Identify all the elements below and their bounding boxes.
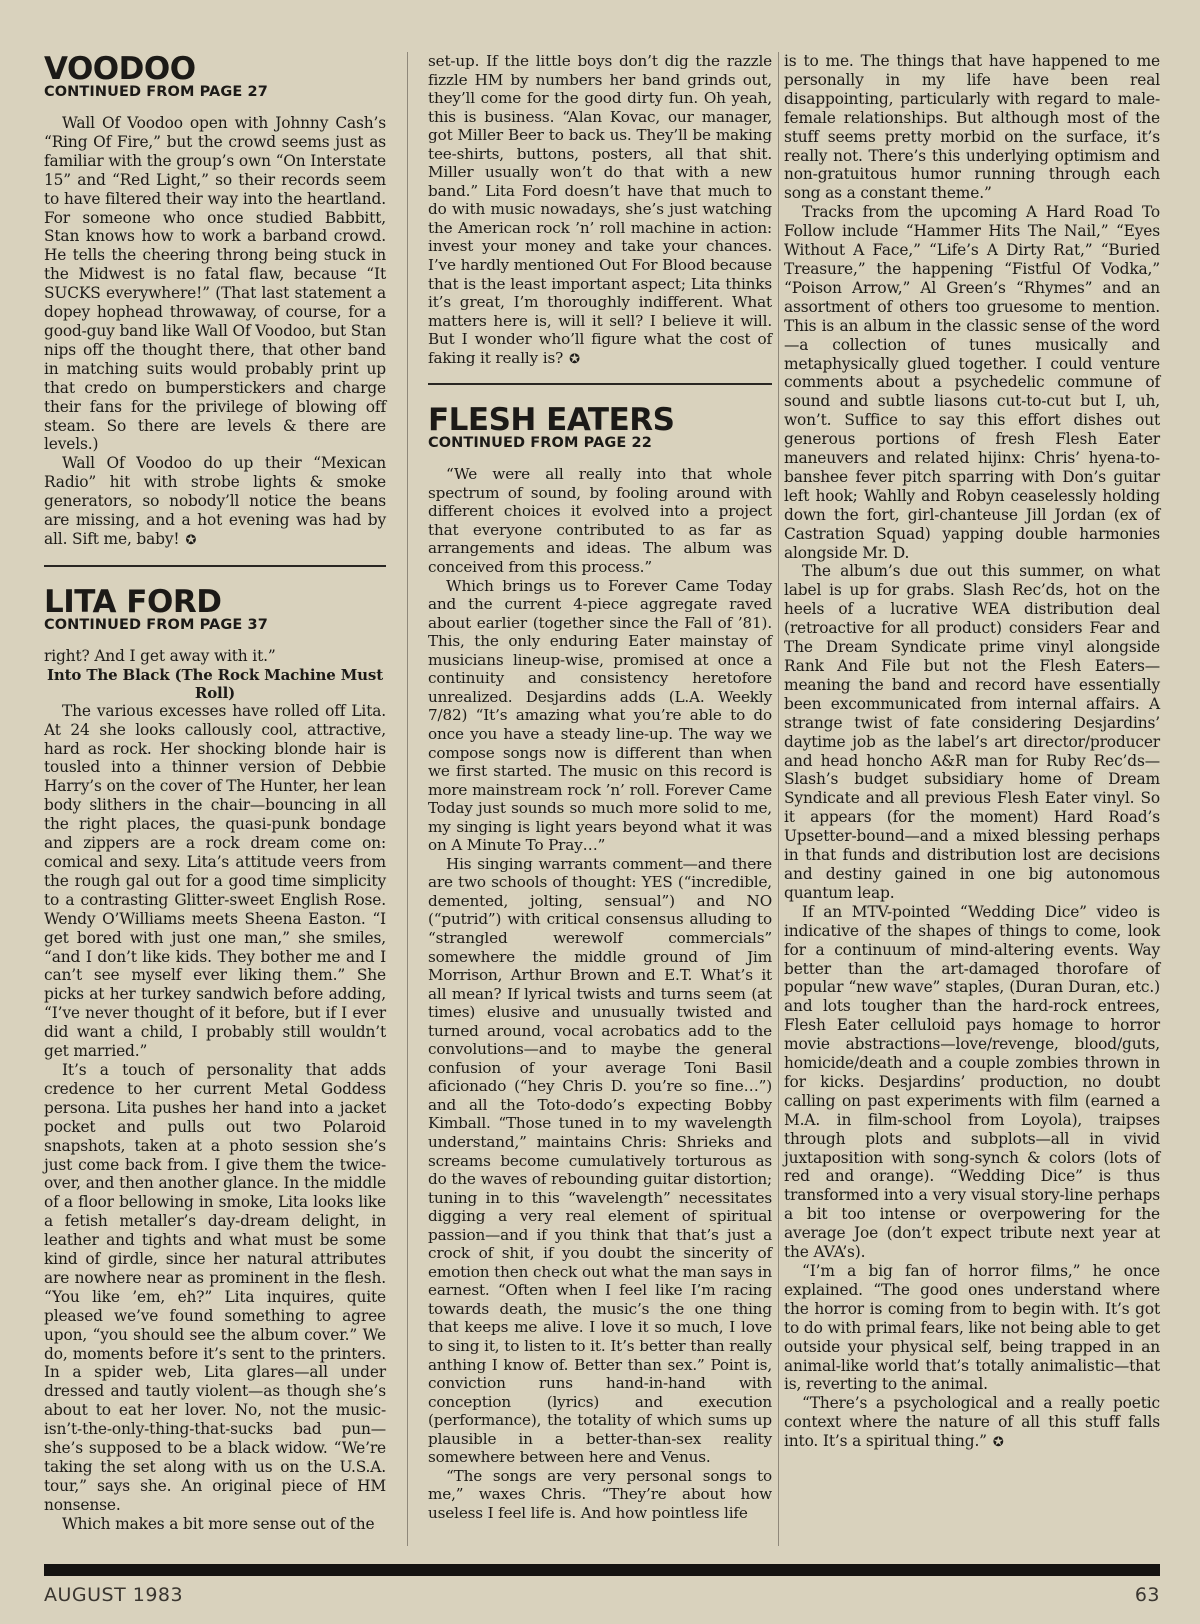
flesh-paragraph: If an MTV-pointed “Wedding Dice” video is indicative of the shapes of things to come, look for a continuum of mind-altering events. Way better than the art-damaged thorofare of popular “new wave” staples, (Duran Duran, etc.) and lots tougher than the hard-rock entrees, Flesh Eater celluloid pays homage to horror movie abstractions—love/revenge, blood/guts, homicide/death and a couple zombies thrown in for kicks. Desjardins’ production, no doubt calling on past experiments with film (earned a M.A. in film-school from Loyola), traipses through plots and subplots—all in vivid juxtaposition with song-synch & colors (lots of red and orange). “Wedding Dice” is thus transformed into a very visual story-line perhaps a bit too intense or overpowering for the average Joe (don’t expect tribute next year at the AVA’s). bbox=[784, 902, 1160, 1262]
voodoo-paragraph: Wall Of Voodoo open with Johnny Cash’s “Ring Of Fire,” but the crowd seems just as familiar with the group’s own “On Interstate 15” and “Red Light,” so their records seem to have filtered their way into the heartland. For someone who once studied Babbitt, Stan knows how to work a barband crowd. He tells the cheering throng being stuck in the Midwest is no fatal flaw, because “It SUCKS everywhere!” (That last statement a dopey hophead throwaway, of course, for a good-guy band like Wall Of Voodoo, but Stan nips off the thought there, that other band in matching suits would probably print up that credo on bumperstickers and charge their fans for the privilege of blowing off steam. So there are levels & there are levels.) bbox=[44, 114, 386, 454]
voodoo-headline: VOODOO bbox=[44, 51, 196, 87]
voodoo-continued: CONTINUED FROM PAGE 27 bbox=[44, 84, 268, 100]
flesh-paragraph: The album’s due out this summer, on what label is up for grabs. Slash Rec’ds, hot on the heels of a lucrative WEA distribution deal (retroactive for all product) considers Fear and The Dream Syndicate prime vinyl alongside Rank And File but not the Flesh Eaters—meaning the band and record have essentially been excommunicated from internal affairs. A strange twist of fate considering Desjardins’ daytime job as the label’s art director/producer and head honcho A&R man for Ruby Rec’ds—Slash’s budget subsidiary home of Dream Syndicate and all previous Flesh Eater vinyl. So it appears (for the moment) Hard Road’s Upsetter-bound—and a mixed blessing perhaps in that funds and distribution lost are decisions and destiny gained in one big autonomous quantum leap. bbox=[784, 562, 1160, 902]
lita-subhead: Into The Black (The Rock Machine Must Roll) bbox=[47, 665, 383, 702]
column-1 bbox=[44, 51, 386, 1534]
column-2 bbox=[428, 52, 772, 1522]
lita-continuation: set-up. If the little boys don’t dig the razzle fizzle HM by numbers her band grinds out, they’ll come for the good dirty fun. Oh yeah, this is business. “Alan Kovac, our manager, got Miller Beer to back us. They’ll be making tee-shirts, buttons, posters, all that shit. Miller usually won’t do that with a new band.” Lita Ford doesn’t have that much to do with music nowadays, she’s just watching the American rock ’n’ roll machine in action: invest your money and take your chances. I’ve hardly mentioned Out For Blood because that is the least important aspect; Lita thinks it’s great, I’m thoroughly indifferent. What matters here is, will it sell? I believe it will. But I wonder who’ll figure what the cost of faking it really is? ✪ bbox=[428, 52, 772, 367]
flesh-paragraph: “There’s a psychological and a really poetic context where the nature of all this stuff falls into. It’s a spiritual thing.” ✪ bbox=[784, 1394, 1160, 1451]
footer-rule bbox=[44, 1564, 1160, 1576]
flesh-paragraph: Which brings us to Forever Came Today and the current 4-piece aggregate raved about earlier (together since the Fall of ’81). This, the only enduring Eater mainstay of musicians lineup-wise, promised at once a continuity and consistency heretofore unrealized. Desjardins adds (L.A. Weekly 7/82) “It’s amazing what you’re able to do once you have a steady line-up. The way we compose songs now is different than when we first started. The music on this record is more mainstream rock ’n’ roll. Forever Came Today just sounds so much more solid to me, my singing is light years beyond what it was on A Minute To Pray…” bbox=[428, 576, 772, 855]
flesh-paragraph: “I’m a big fan of horror films,” he once explained. “The good ones understand where the horror is coming from to begin with. It’s got to do with primal fears, like not being able to get outside your physical self, being trapped in an animal-like world that’s totally animalistic—that is, reverting to the animal. bbox=[784, 1262, 1160, 1394]
lita-paragraph: The various excesses have rolled off Lita. At 24 she looks callously cool, attractive, hard as rock. Her shocking blonde hair is tousled into a thinner version of Debbie Harry’s on the cover of The Hunter, her lean body slithers in the chair—bouncing in all the right places, the quasi-punk bondage and zippers are a rock dream come on: comical and sexy. Lita’s attitude veers from the rough gal out for a good time simplicity to a contrasting Glitter-sweet English Rose. Wendy O’Williams meets Sheena Easton. “I get bored with just one man,” she smiles, “and I don’t like kids. They bother me and I can’t see myself ever liking them.” She picks at her turkey sandwich before adding, “I’ve never thought of it before, but if I ever did want a child, I probably still wouldn’t get married.” bbox=[44, 701, 386, 1061]
page-number: 63 bbox=[1134, 1584, 1160, 1606]
column-3 bbox=[784, 52, 1160, 1453]
flesh-paragraph: His singing warrants comment—and there are two schools of thought: YES (“incredible, demented, jolting, sensual”) and NO (“putrid”) with critical consensus alluding to “strangled werewolf commercials” somewhere the middle ground of Jim Morrison, Arthur Brown and E.T. What’s it all mean? If lyrical twists and turns seem (at times) elusive and unusually twisted and turned around, vocal acrobatics add to the convolutions—and to maybe the general confusion of your average Toni Basil aficionado (“hey Chris D. you’re so fine…”) and all the Toto-dodo’s expecting Bobby Kimball. “Those tuned in to my wavelength understand,” maintains Chris: Shrieks and screams become cumulatively torturous as do the waves of rebounding guitar distortion; tuning in to this “wavelength” necessitates digging a very real element of spiritual passion—and if you think that that’s just a crock of shit, if you doubt the sincerity of emotion then check out what the man says in earnest. “Often when I feel like I’m racing towards death, the music’s the one thing that keeps me alive. I love it so much, I love to sing it, to listen to it. It’s better than really anthing I know of. Better than sex.” Point is, conviction runs hand-in-hand with conception (lyrics) and execution (performance), the totality of which sums up plausible in a better-than-sex reality somewhere between here and Venus. bbox=[428, 854, 772, 1467]
lita-headline: LITA FORD bbox=[44, 583, 222, 620]
flesh-paragraph: Tracks from the upcoming A Hard Road To Follow include “Hammer Hits The Nail,” “Eyes Without A Face,” “Life’s A Dirty Rat,” “Buried Treasure,” the happening “Fistful Of Vodka,” “Poison Arrow,” Al Green’s “Rhymes” and an assortment of others too gruesome to mention. This is an album in the classic sense of the word—a collection of tunes musically and metaphysically glued together. I could venture comments about a psychedelic commune of sound and subtle liasons cut-to-cut but I, uh, won’t. Suffice to say this effort dishes out generous portions of fresh Flesh Eater maneuvers and related hijinx: Chris’ hyena-to-banshee fever pitch sparring with Don’s guitar left hook; Wahlly and Robyn ceaselessly holding down the fort, girl-chanteuse Jill Jordan (ex of Castration Squad) yapping double harmonies alongside Mr. D. bbox=[784, 203, 1160, 562]
flesh-continuation: is to me. The things that have happened to me personally in my life have been real disappointing, particularly with regard to male-female relationships. But although most of the stuff seems pretty morbid on the surface, it’s really not. There’s this underlying optimism and non-gratuitous humor running through each song as a constant theme.” bbox=[784, 52, 1160, 203]
end-mark-icon: ✪ bbox=[185, 532, 197, 548]
lita-lead: right? And I get away with it.” bbox=[44, 646, 276, 665]
column-rule bbox=[407, 52, 408, 1546]
flesh-continued: CONTINUED FROM PAGE 22 bbox=[428, 435, 652, 452]
flesh-paragraph: “We were all really into that whole spectrum of sound, by fooling around with different choices it evolved into a project that everyone contributed to as far as arrangements and ideas. The album was conceived from this process.” bbox=[428, 465, 772, 577]
lita-paragraph: It’s a touch of personality that adds credence to her current Metal Goddess persona. Lita pushes her hand into a jacket pocket and pulls out two Polaroid snapshots, taken at a photo session she’s just come back from. I give them the twice-over, and then another glance. In the middle of a floor bellowing in smoke, Lita looks like a fetish metaller’s day-dream delight, in leather and tights and what must be some kind of girdle, since her natural attributes are nowhere near as prominent in the flesh. “You like ’em, eh?” Lita inquires, quite pleased we’ve found something to agree upon, “you should see the album cover.” We do, moments before it’s sent to the printers. In a spider web, Lita glares—all under dressed and tautly violent—as though she’s about to eat her lover. No, not the music-isn’t-the-only-thing-that-sucks bad pun—she’s supposed to be a black widow. “We’re taking the set along with us on the U.S.A. tour,” says she. An original piece of HM nonsense. bbox=[44, 1060, 386, 1514]
end-mark-icon: ✪ bbox=[569, 351, 580, 367]
section-divider bbox=[428, 383, 772, 385]
flesh-headline: FLESH EATERS bbox=[428, 402, 675, 439]
lita-paragraph: Which makes a bit more sense out of the bbox=[62, 1514, 375, 1533]
flesh-paragraph: “The songs are very personal songs to me,” waxes Chris. “They’re about how useless I feel life is. And how pointless life bbox=[428, 1466, 772, 1522]
section-divider bbox=[44, 565, 386, 567]
voodoo-paragraph: Wall Of Voodoo do up their “Mexican Radio” hit with strobe lights & smoke generators, so nobody’ll notice the beans are missing, and a hot evening was had by all. Sift me, baby! ✪ bbox=[44, 454, 386, 548]
column-rule bbox=[778, 52, 779, 1546]
issue-date: AUGUST 1983 bbox=[44, 1584, 184, 1606]
lita-continued: CONTINUED FROM PAGE 37 bbox=[44, 616, 268, 633]
end-mark-icon: ✪ bbox=[992, 1435, 1004, 1451]
